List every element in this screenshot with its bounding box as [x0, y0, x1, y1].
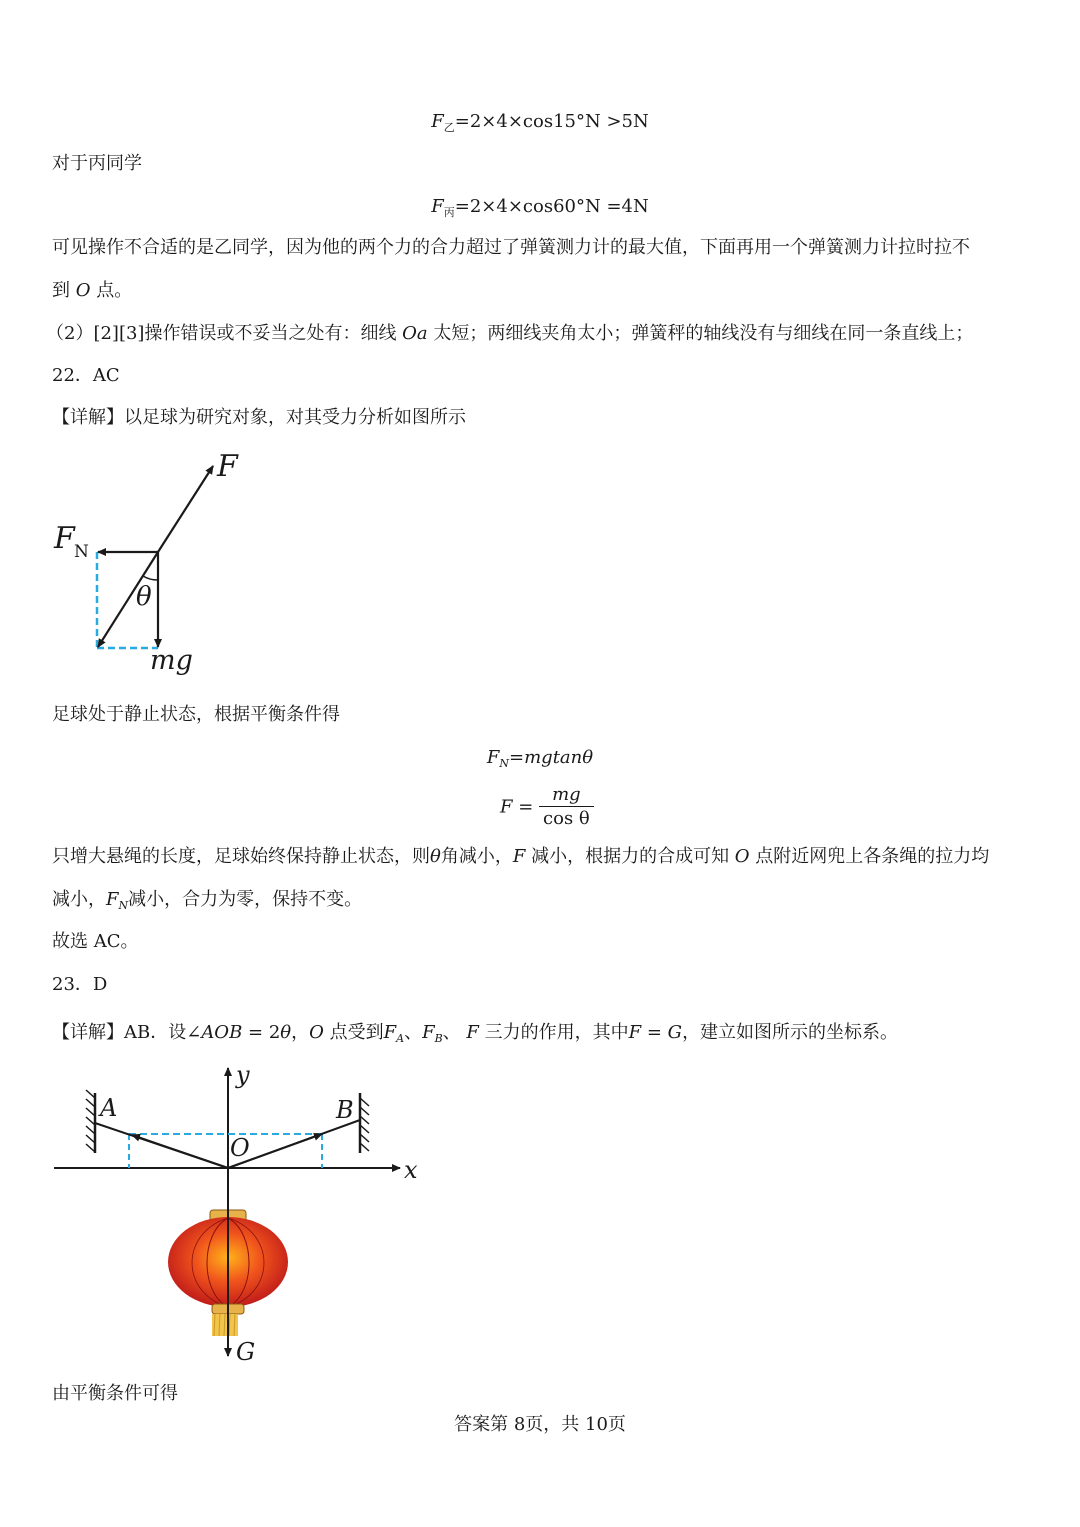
equation-fn — [0, 746, 1080, 776]
p22-theta: θ — [430, 846, 441, 867]
d23-i: ，建立如图所示的坐标系。 — [682, 1022, 899, 1043]
eq-bing-rest: =2×4×cos60°N =4N — [454, 196, 649, 217]
eq-fn-theta: θ — [582, 747, 594, 768]
choose-ac-text: 故选 AC。 — [52, 931, 139, 952]
item2-b: 太短；两细线夹角太小；弹簧秤的轴线没有与细线在同一条直线上； — [427, 323, 974, 344]
fraction-numerator: mg — [539, 784, 594, 807]
equation-f-bing: $F_丙=2\times 4\times\cos 60^\circ N =4N$ — [431, 196, 649, 219]
d23-g: 三力的作用，其中 — [478, 1022, 629, 1043]
item-2-text — [46, 322, 973, 346]
equation-f-yi: $F_乙=2\times 4\times\cos 15^\circ N >5N$ — [431, 111, 649, 134]
para-yi-2a: 到 — [52, 280, 70, 301]
p22b-f: F — [106, 889, 119, 910]
p22-d: 点附近网兜上各条绳的拉力均 — [749, 846, 990, 867]
d23-c: ， — [291, 1022, 310, 1043]
for-bing-text: 对于丙同学 — [52, 153, 142, 174]
d23-fb: F — [422, 1022, 435, 1043]
p22-b: 角减小， — [440, 846, 513, 867]
fraction-denominator: cos θ — [543, 808, 590, 829]
label-o: O — [230, 1134, 250, 1162]
d23-aob: AOB — [201, 1022, 243, 1043]
d23-fb-sub: B — [434, 1032, 443, 1045]
p22-o: O — [734, 846, 750, 867]
eq-f-lhs: F = — [500, 796, 534, 818]
label-f: F — [217, 449, 238, 484]
label-g: G — [236, 1338, 256, 1366]
item2-a: （2）[2][3]操作错误或不妥当之处有：细线 — [46, 323, 403, 344]
d23-ff: F — [466, 1022, 479, 1043]
para-yi-2b: 点。 — [90, 280, 133, 301]
right-wall-hatch — [360, 1098, 369, 1151]
theta-arc — [143, 576, 158, 580]
d23-theta: θ — [280, 1022, 292, 1043]
label-a: A — [100, 1094, 118, 1122]
d23-o: O — [309, 1022, 324, 1043]
label-fn-sub: N — [74, 542, 89, 562]
paragraph-22-line2 — [52, 888, 362, 918]
question-22-answer: 22．AC — [52, 365, 120, 386]
force-f-arrow — [158, 466, 213, 552]
detail-22-intro: 【详解】以足球为研究对象，对其受力分析如图所示 — [52, 407, 466, 428]
detail-23-intro — [52, 1021, 898, 1051]
eq-yi-rest: =2×4×cos15°N >5N — [454, 111, 649, 132]
label-y: y — [236, 1061, 250, 1089]
eq-fn-lhs: F — [486, 747, 500, 768]
label-mg: mg — [150, 645, 193, 676]
label-b: B — [336, 1096, 354, 1124]
label-x: x — [404, 1156, 418, 1184]
paragraph-yi-line2: 到 O 点。 — [52, 280, 133, 301]
force-fa-arrow — [132, 1135, 228, 1168]
item2-oa: Oa — [402, 323, 428, 344]
d23-d: 点受到 — [323, 1022, 384, 1043]
d23-fa-sub: A — [396, 1032, 405, 1045]
d23-a: 【详解】AB．设∠ — [52, 1022, 202, 1043]
sub-bing: 丙 — [443, 206, 455, 219]
equation-f-fraction — [500, 784, 594, 831]
eq-fn-sub: N — [499, 757, 510, 770]
paragraph-yi-line1: 可见操作不合适的是乙同学，因为他的两个力的合力超过了弹簧测力计的最大值，下面再用一个弹簧测力计拉时拉不 — [52, 237, 970, 258]
paragraph-22-line1 — [52, 845, 989, 869]
force-diagram-22 — [40, 445, 280, 685]
p22b-b: 减小，合力为零，保持不变。 — [128, 889, 363, 910]
p22b-sub: N — [118, 899, 129, 912]
d23-h: = — [641, 1022, 668, 1043]
p22-c: 减小，根据力的合成可知 — [525, 846, 735, 867]
p22-a: 只增大悬绳的长度，足球始终保持静止状态，则 — [52, 846, 430, 867]
d23-f: 、 — [442, 1022, 467, 1043]
d23-gg: G — [667, 1022, 683, 1043]
p22b-a: 减小， — [52, 889, 106, 910]
d23-fg: F — [628, 1022, 642, 1043]
static-state-text: 足球处于静止状态，根据平衡条件得 — [52, 704, 340, 725]
question-23-answer: 23．D — [52, 974, 108, 995]
label-fn: F — [54, 521, 75, 556]
d23-b: = 2 — [242, 1022, 281, 1043]
left-wall-hatch — [86, 1090, 95, 1152]
balance-text: 由平衡条件可得 — [52, 1383, 178, 1404]
eq-fn-rhs: =mgtan — [509, 747, 583, 768]
sub-yi: 乙 — [443, 121, 455, 134]
page-footer: 答案第 8页，共 10页 — [454, 1414, 626, 1435]
p22-f: F — [512, 846, 526, 867]
lantern-diagram-23 — [40, 1058, 440, 1373]
d23-fa: F — [383, 1022, 397, 1043]
fraction — [539, 784, 594, 831]
d23-e: 、 — [404, 1022, 423, 1043]
label-theta: θ — [136, 582, 152, 612]
